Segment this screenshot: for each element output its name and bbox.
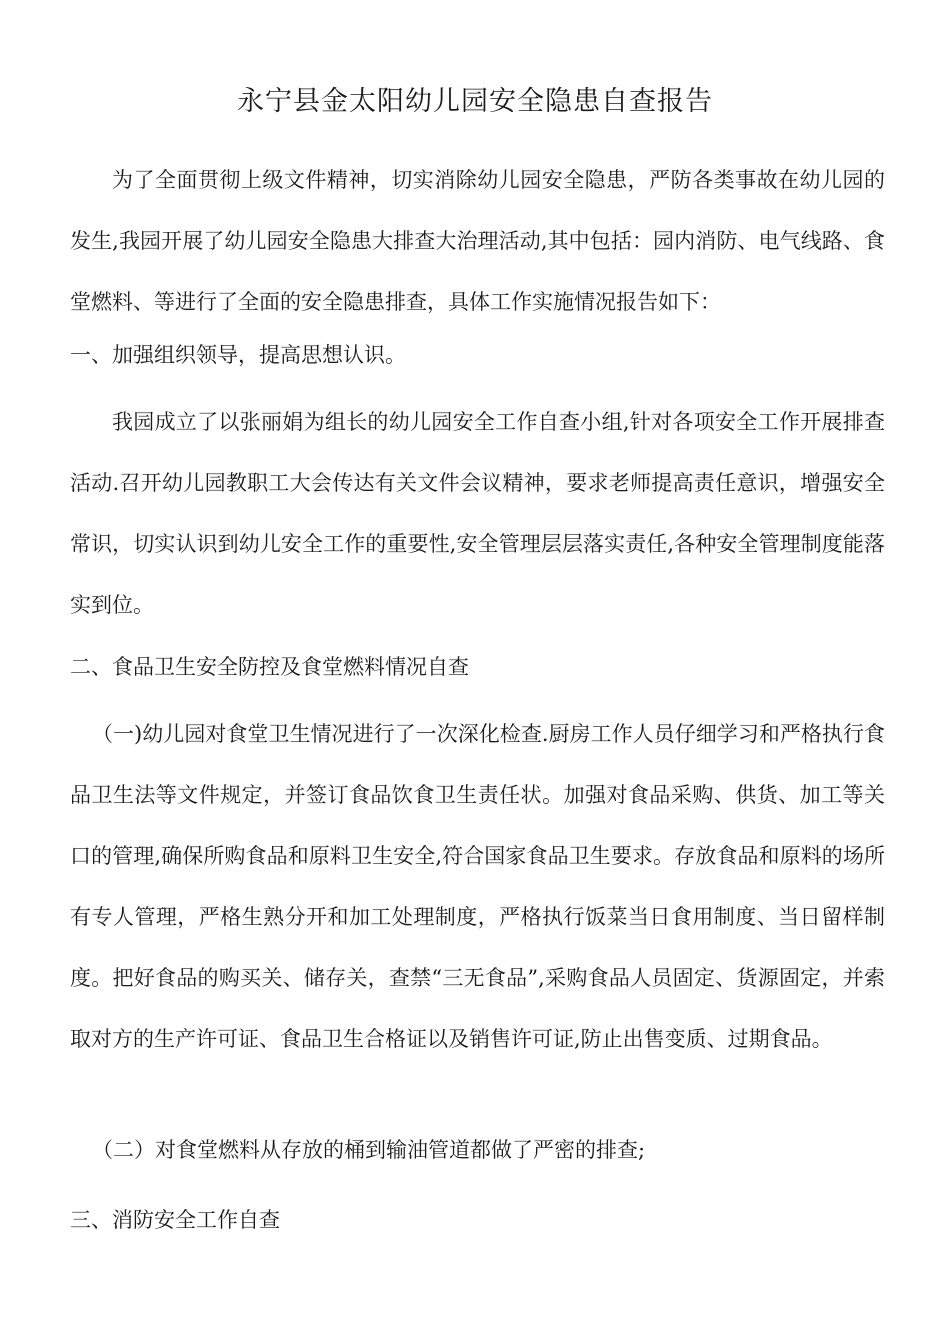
section1-paragraph: 我园成立了以张丽娟为组长的幼儿园安全工作自查小组,针对各项安全工作开展排查活动.召开幼儿园教职工大会传达有关文件会议精神，要求老师提高责任意识，增强安全常识，切实认识到幼儿安全工作的重要性,安全管理层层落实责任,各种安全管理制度能落实到位。 (70, 410, 885, 617)
intro-paragraph: 为了全面贯彻上级文件精神，切实消除幼儿园安全隐患，严防各类事故在幼儿园的发生,我园开展了幼儿园安全隐患大排查大治理活动,其中包括：园内消防、电气线路、食堂燃料、等进行了全面的安全隐患排查，具体工作实施情况报告如下： (70, 168, 885, 314)
section1-heading: 一、加强组织领导，提高思想认识。 (70, 343, 406, 367)
section2-heading: 二、食品卫生安全防控及食堂燃料情况自查 (70, 655, 469, 679)
section2-item2-paragraph: （二）对食堂燃料从存放的桶到输油管道都做了严密的排查; (92, 1138, 646, 1162)
section2-item1-paragraph: （一)幼儿园对食堂卫生情况进行了一次深化检查.厨房工作人员仔细学习和严格执行食品卫生法等文件规定，并签订食品饮食卫生责任状。加强对食品采购、供货、加工等关口的管理,确保所购食品和原料卫生安全,符合国家食品卫生要求。存放食品和原料的场所有专人管理，严格生熟分开和加工处理制度，严格执行饭菜当日食用制度、当日留样制度。把好食品的购买关、储存关，查禁“三无食品”,采购食品人员固定、货源固定，并索取对方的生产许可证、食品卫生合格证以及销售许可证,防止出售变质、过期食品。 (70, 722, 885, 1051)
section3-heading: 三、消防安全工作自查 (70, 1208, 280, 1232)
document-title: 永宁县金太阳幼儿园安全隐患自查报告 (237, 86, 713, 117)
